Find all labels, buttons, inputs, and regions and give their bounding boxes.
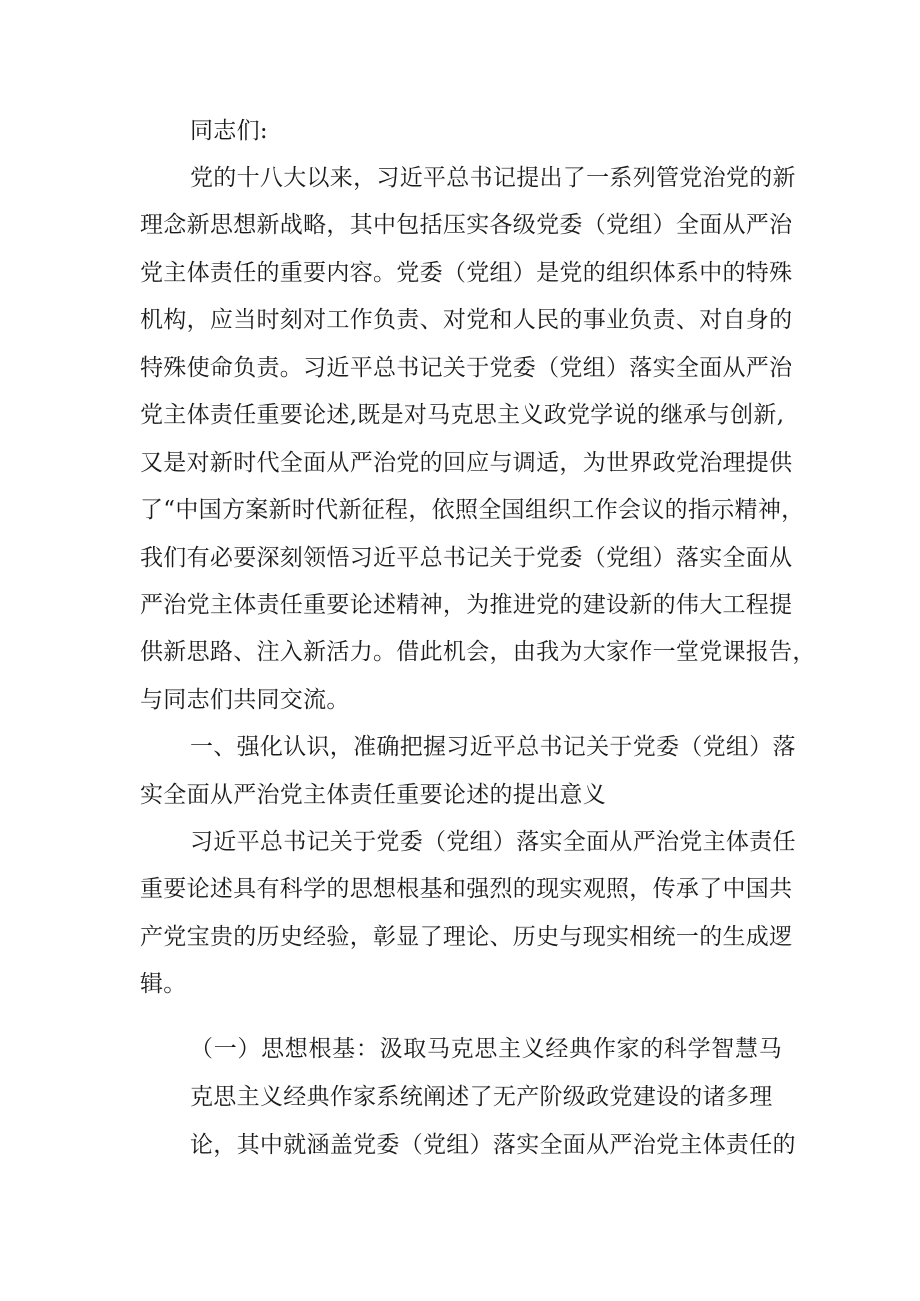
subsection-one-line: 论，其中就涵盖党委（党组）落实全面从严治党主体责任的 bbox=[190, 1132, 796, 1158]
intro-line: 又是对新时代全面从严治党的回应与调适，为世界政党治理提供 bbox=[140, 450, 793, 476]
section-one-line: 产党宝贵的历史经验，彰显了理论、历史与现实相统一的生成逻 bbox=[140, 924, 793, 950]
intro-line: 供新思路、注入新活力。借此机会，由我为大家作一堂党课报告， bbox=[140, 639, 816, 665]
intro-line: 党主体责任重要论述,既是对马克思主义政党学说的继承与创新, bbox=[140, 402, 785, 428]
section-heading-one: 实全面从严治党主体责任重要论述的提出意义 bbox=[140, 782, 606, 808]
intro-line: 机构，应当时刻对工作负责、对党和人民的事业负责、对自身的 bbox=[140, 307, 793, 333]
subsection-one-line: 克思主义经典作家系统阐述了无产阶级政党建设的诸多理 bbox=[190, 1084, 773, 1110]
section-heading-one: 一、强化认识，准确把握习近平总书记关于党委（党组）落 bbox=[190, 734, 796, 760]
subsection-heading-one: （一）思想根基：汲取马克思主义经典作家的科学智慧马 bbox=[190, 1036, 782, 1062]
section-one-line: 习近平总书记关于党委（党组）落实全面从严治党主体责任 bbox=[190, 829, 796, 855]
intro-line: 党的十八大以来，习近平总书记提出了一系列管党治党的新 bbox=[190, 165, 796, 191]
section-one-line: 辑。 bbox=[140, 971, 187, 997]
intro-line: 我们有必要深刻领悟习近平总书记关于党委（党组）落实全面从 bbox=[140, 545, 793, 571]
intro-line: 党主体责任的重要内容。党委（党组）是党的组织体系中的特殊 bbox=[140, 260, 793, 286]
section-one-line: 重要论述具有科学的思想根基和强烈的现实观照，传承了中国共 bbox=[140, 876, 793, 902]
greeting-line: 同志们: bbox=[190, 118, 268, 144]
intro-line: 与同志们共同交流。 bbox=[140, 687, 350, 713]
intro-line: 特殊使命负责。习近平总书记关于党委（党组）落实全面从严治 bbox=[140, 355, 793, 381]
intro-line: 了“中国方案新时代新征程，依照全国组织工作会议的指示精神， bbox=[140, 497, 805, 523]
intro-line: 理念新思想新战略，其中包括压实各级党委（党组）全面从严治 bbox=[140, 212, 793, 238]
intro-line: 严治党主体责任重要论述精神，为推进党的建设新的伟大工程提 bbox=[140, 592, 793, 618]
